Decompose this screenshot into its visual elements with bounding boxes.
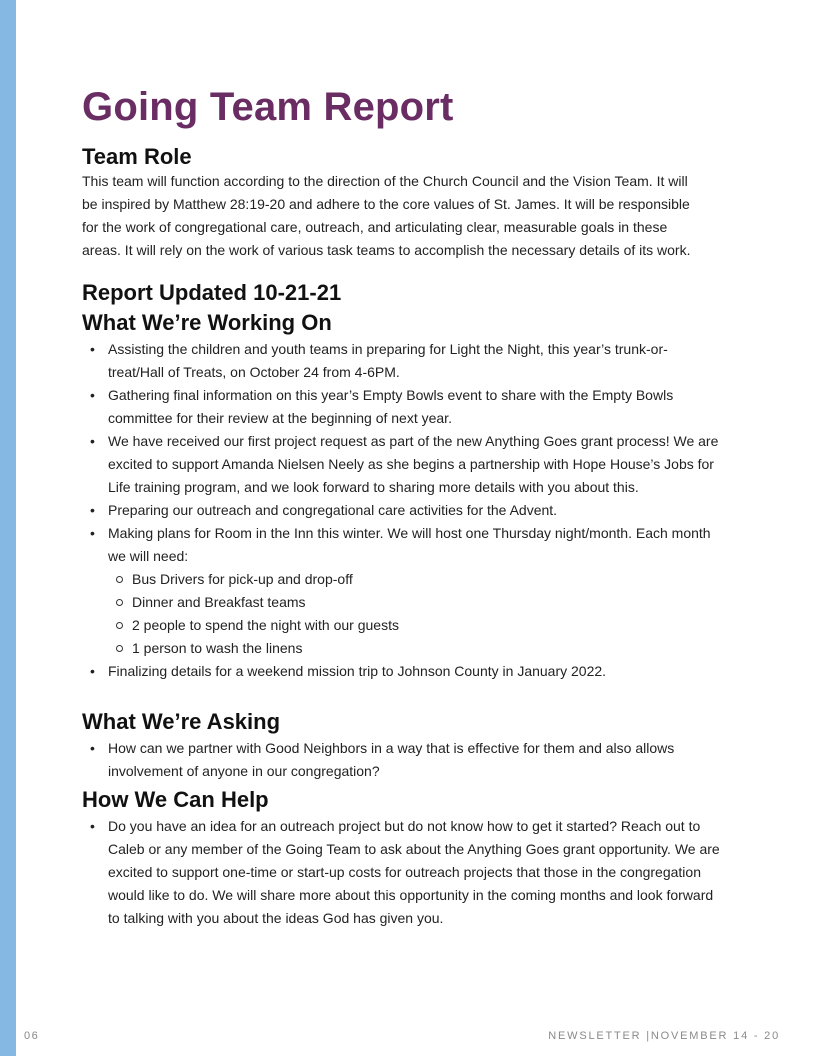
sub-list-item: Dinner and Breakfast teams [108, 591, 722, 614]
list-item: • Do you have an idea for an outreach project but do not know how to get it started? Reach out to Caleb or any member of the Going Team to ask about the Anything Goes grant opportunity. We are excited to support one-time or start-up costs for outreach projects that those in the congregation would like to do. We will share more about this opportunity in the coming months and look forward to talking with you about the ideas God has given you. [82, 815, 722, 930]
team-role-text: This team will function according to the direction of the Church Council and the Vision Team. It will be inspired by Matthew 28:19-20 and adhere to the core values of St. James. It will be responsible for the work of congregational care, outreach, and articulating clear, measurable goals in these areas. It will rely on the work of various task teams to accomplish the necessary details of its work. [82, 173, 691, 258]
report-updated-heading: Report Updated 10-21-21 [82, 280, 342, 305]
list-item: • Assisting the children and youth teams in preparing for Light the Night, this year’s trunk-or-treat/Hall of Treats, on October 24 from 4-6PM. [82, 338, 722, 384]
sub-list-item: 2 people to spend the night with our guests [108, 614, 722, 637]
help-list [82, 815, 722, 930]
room-in-inn-needs-list [108, 568, 722, 660]
room-in-inn-item [82, 522, 722, 660]
page-title: Going Team Report [82, 85, 454, 129]
help-heading: How We Can Help [82, 787, 269, 812]
sub-list-item: 1 person to wash the linens [108, 637, 722, 660]
working-on-heading: What We’re Working On [82, 310, 332, 335]
room-in-inn-text: Making plans for Room in the Inn this winter. We will host one Thursday night/month. Each month we will need: [108, 525, 711, 564]
sub-list-item: Bus Drivers for pick-up and drop-off [108, 568, 722, 591]
report-content [82, 82, 722, 930]
asking-heading: What We’re Asking [82, 709, 281, 734]
list-item: • Finalizing details for a weekend mission trip to Johnson County in January 2022. [82, 660, 722, 683]
asking-list [82, 737, 722, 783]
list-item: • We have received our first project request as part of the new Anything Goes grant process! We are excited to support Amanda Nielsen Neely as she begins a partnership with Hope House’s Jobs for Life training program, and we look forward to sharing more details with you about this. [82, 430, 722, 499]
footer-page-number: 06 [24, 1030, 40, 1042]
team-role-heading: Team Role [82, 144, 192, 169]
list-item: • Gathering final information on this year’s Empty Bowls event to share with the Empty Bowls committee for their review at the beginning of next year. [82, 384, 722, 430]
list-item: • Preparing our outreach and congregational care activities for the Advent. [82, 499, 722, 522]
working-on-list [82, 338, 722, 683]
left-accent-bar [0, 0, 16, 1056]
footer-newsletter-label: NEWSLETTER |NOVEMBER 14 - 20 [548, 1030, 780, 1042]
list-item: • How can we partner with Good Neighbors in a way that is effective for them and also allows involvement of anyone in our congregation? [82, 737, 722, 783]
